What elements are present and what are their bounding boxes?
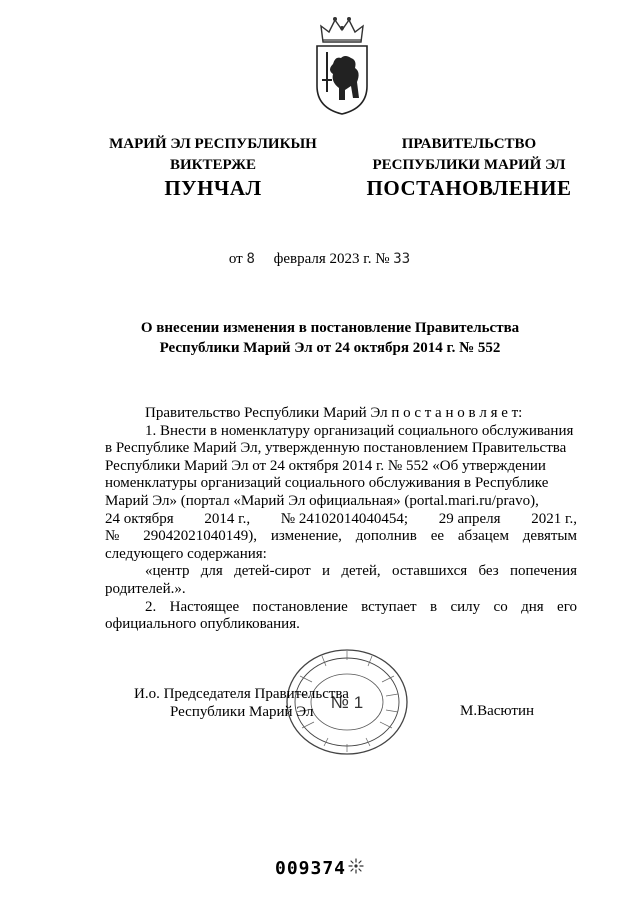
body-line: № 29042021040149), изменение, дополнив ее абзацем девятым (105, 528, 577, 545)
body-spread-line (105, 511, 577, 529)
body-line: 2. Настоящее постановление вступает в силу со дня его (145, 598, 577, 615)
header-right-title: ПОСТАНОВЛЕНИЕ (366, 176, 572, 200)
body-line: в Республике Марий Эл, утвержденную постановлением Правительства (105, 440, 567, 457)
body-token: № 24102014040454; (280, 510, 409, 527)
body-token: 24 октября (105, 510, 174, 527)
header-right-line2: РЕСПУБЛИКИ МАРИЙ ЭЛ (372, 157, 566, 173)
document-date-line (0, 251, 639, 268)
signatory-title-line: И.о. Председателя Правительства (134, 686, 349, 702)
decree-line: Правительство Республики Марий Эл п о с т а н о в л я е т: (145, 405, 523, 421)
subject-line: О внесении изменения в постановление Правительства (140, 320, 520, 336)
document-number: 33 (393, 251, 411, 267)
quote-line: «центр для детей-сирот и детей, оставшихся без попечения (145, 563, 577, 580)
signatory-title-line: Республики Марий Эл (170, 704, 314, 720)
body-line: официального опубликования. (105, 616, 300, 633)
body-line: Марий Эл» (портал «Марий Эл официальная» (portal.mari.ru/pravo), (105, 492, 539, 509)
body-line: номенклатуры организаций социального обслуживания в Республике (105, 475, 549, 492)
header-left-block (92, 134, 334, 176)
signatory-title (134, 685, 349, 721)
date-day: 8 (246, 251, 255, 267)
body-token: 2021 г., (531, 510, 577, 527)
date-month-year: февраля 2023 г. № (273, 251, 390, 267)
quote-line: родителей.». (105, 580, 186, 597)
header-left-title: ПУНЧАЛ (164, 176, 262, 200)
signatory-name: М.Васютин (460, 703, 535, 719)
security-mark-icon (348, 858, 364, 874)
header-left-line1: МАРИЙ ЭЛ РЕСПУБЛИКЫН (109, 136, 317, 152)
header-right-block (355, 134, 583, 176)
coat-of-arms-emblem (311, 12, 373, 116)
document-serial-number: 009374 (275, 858, 347, 879)
subject-line: Республики Марий Эл от 24 октября 2014 г. № 552 (159, 340, 501, 356)
body-token: 2014 г., (204, 510, 251, 527)
header-left-line2: ВИКТЕРЖЕ (169, 157, 257, 173)
stamp-number: № 1 (330, 693, 364, 712)
body-token: 29 апреля (438, 510, 501, 527)
document-subject (100, 318, 560, 358)
date-prefix: от (228, 251, 243, 267)
body-line: 1. Внести в номенклатуру организаций социального обслуживания (145, 422, 574, 439)
body-line: следующего содержания: (105, 545, 267, 562)
header-right-line1: ПРАВИТЕЛЬСТВО (401, 136, 537, 152)
body-line: Республики Марий Эл от 24 октября 2014 г. № 552 «Об утверждении (105, 457, 546, 474)
document-body (105, 405, 577, 634)
